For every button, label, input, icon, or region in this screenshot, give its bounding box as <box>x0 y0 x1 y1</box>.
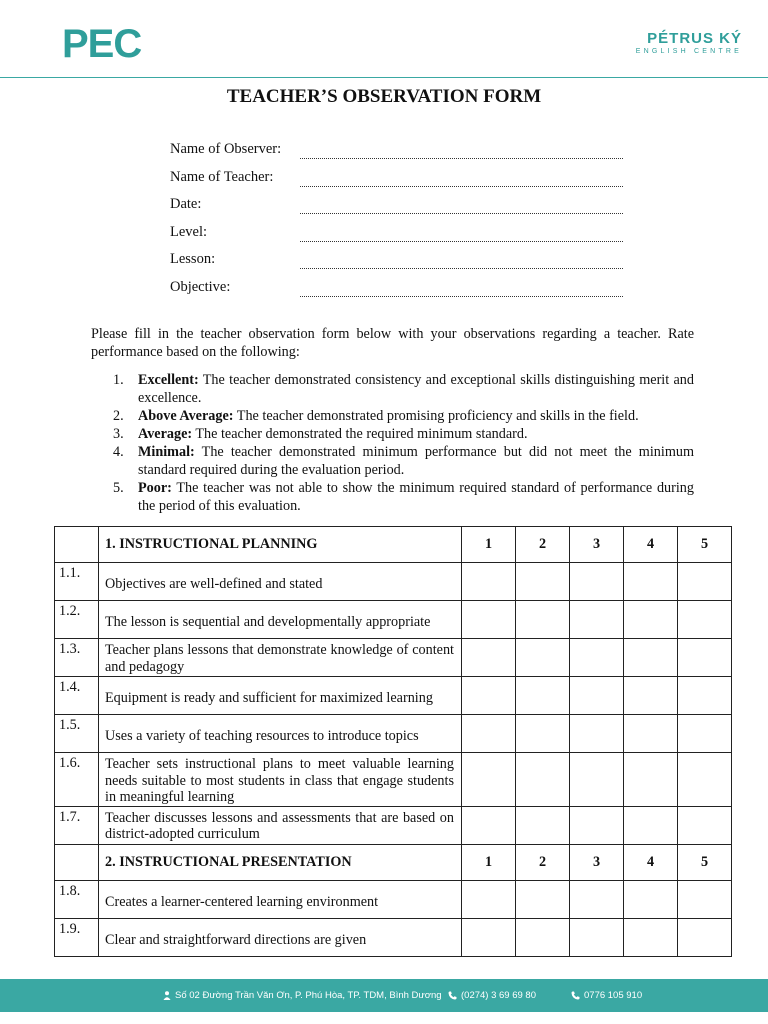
criterion-index: 1.1. <box>55 563 99 601</box>
observation-table <box>54 526 732 957</box>
rating-scale-list <box>113 371 694 515</box>
rating-text <box>138 371 694 407</box>
rating-text <box>138 425 694 443</box>
field-input-line[interactable] <box>300 224 623 242</box>
form-title: TEACHER’S OBSERVATION FORM <box>226 86 542 107</box>
field-row <box>170 279 630 307</box>
criterion-row <box>55 563 732 601</box>
rating-text <box>138 479 694 515</box>
criterion-row <box>55 753 732 807</box>
criterion-index: 1.5. <box>55 715 99 753</box>
person-icon <box>163 991 171 1000</box>
score-cell-3[interactable] <box>570 715 624 753</box>
score-cell-4[interactable] <box>624 563 678 601</box>
scale-header-1: 1 <box>462 844 516 880</box>
section-header-row <box>55 844 732 880</box>
score-cell-2[interactable] <box>516 601 570 639</box>
criterion-text: Teacher plans lessons that demonstrate knowledge of content and pedagogy <box>99 639 462 677</box>
page-footer <box>0 979 768 1012</box>
rating-description: The teacher was not able to show the minimum required standard of performance during the period of this evaluation. <box>138 480 694 514</box>
score-cell-1[interactable] <box>462 677 516 715</box>
rating-description: The teacher demonstrated consistency and exceptional skills distinguishing merit and excellence. <box>138 372 694 406</box>
intro-paragraph: Please fill in the teacher observation form below with your observations regarding a teacher. Rate performance based on the following: <box>91 326 694 360</box>
scale-header-5: 5 <box>678 844 732 880</box>
score-cell-1[interactable] <box>462 753 516 807</box>
field-label: Name of Teacher: <box>170 168 274 185</box>
field-label: Level: <box>170 223 208 240</box>
rating-item <box>113 479 694 515</box>
criterion-text: Equipment is ready and sufficient for maximized learning <box>99 677 462 715</box>
field-label: Lesson: <box>170 251 216 268</box>
field-row <box>170 224 630 252</box>
criterion-row <box>55 806 732 844</box>
scale-header-4: 4 <box>624 527 678 563</box>
petrus-ky-logo <box>636 30 742 55</box>
field-row <box>170 196 630 224</box>
field-row <box>170 251 630 279</box>
field-label: Objective: <box>170 278 231 295</box>
field-row <box>170 169 630 197</box>
rating-number: 3. <box>113 426 124 442</box>
score-cell-2[interactable] <box>516 753 570 807</box>
criterion-row <box>55 918 732 956</box>
footer-phone-1 <box>448 990 536 1001</box>
score-cell-1[interactable] <box>462 715 516 753</box>
rating-number: 4. <box>113 444 124 460</box>
score-cell-5[interactable] <box>678 806 732 844</box>
score-cell-5[interactable] <box>678 639 732 677</box>
section-heading: 1. INSTRUCTIONAL PLANNING <box>99 527 462 563</box>
score-cell-3[interactable] <box>570 753 624 807</box>
score-cell-5[interactable] <box>678 715 732 753</box>
criterion-index: 1.3. <box>55 639 99 677</box>
score-cell-3[interactable] <box>570 806 624 844</box>
rating-description: The teacher demonstrated promising proficiency and skills in the field. <box>233 408 639 424</box>
score-cell-2[interactable] <box>516 715 570 753</box>
score-cell-2[interactable] <box>516 880 570 918</box>
scale-header-2: 2 <box>516 527 570 563</box>
section-index-cell <box>55 844 99 880</box>
criterion-index: 1.9. <box>55 918 99 956</box>
rating-item <box>113 425 694 443</box>
score-cell-4[interactable] <box>624 715 678 753</box>
scale-header-1: 1 <box>462 527 516 563</box>
scale-header-3: 3 <box>570 844 624 880</box>
score-cell-4[interactable] <box>624 639 678 677</box>
score-cell-3[interactable] <box>570 601 624 639</box>
rating-item <box>113 371 694 407</box>
criterion-row <box>55 639 732 677</box>
rating-item <box>113 407 694 425</box>
rating-description: The teacher demonstrated minimum performance but did not meet the minimum standard required during the evaluation period. <box>138 444 694 478</box>
field-input-line[interactable] <box>300 169 623 187</box>
field-input-line[interactable] <box>300 141 623 159</box>
score-cell-2[interactable] <box>516 918 570 956</box>
score-cell-2[interactable] <box>516 563 570 601</box>
pec-logo <box>62 24 141 64</box>
score-cell-4[interactable] <box>624 601 678 639</box>
criterion-text: Uses a variety of teaching resources to introduce topics <box>99 715 462 753</box>
page-header <box>0 0 768 78</box>
score-cell-4[interactable] <box>624 677 678 715</box>
field-input-line[interactable] <box>300 279 623 297</box>
criterion-row <box>55 880 732 918</box>
score-cell-3[interactable] <box>570 639 624 677</box>
score-cell-5[interactable] <box>678 601 732 639</box>
score-cell-1[interactable] <box>462 880 516 918</box>
score-cell-2[interactable] <box>516 806 570 844</box>
scale-header-4: 4 <box>624 844 678 880</box>
footer-phone-2 <box>571 990 642 1001</box>
score-cell-4[interactable] <box>624 918 678 956</box>
score-cell-3[interactable] <box>570 677 624 715</box>
rating-text <box>138 407 694 425</box>
info-fields <box>170 141 630 307</box>
rating-description: The teacher demonstrated the required minimum standard. <box>192 426 528 442</box>
score-cell-1[interactable] <box>462 601 516 639</box>
scale-header-2: 2 <box>516 844 570 880</box>
field-label: Name of Observer: <box>170 141 282 157</box>
footer-address-text: Số 02 Đường Trần Văn Ơn, P. Phú Hòa, TP. TDM, Bình Dương <box>175 990 442 1001</box>
score-cell-5[interactable] <box>678 880 732 918</box>
petrus-ky-subtitle: ENGLISH CENTRE <box>635 48 742 55</box>
criterion-text: Creates a learner-centered learning environment <box>99 880 462 918</box>
rating-item <box>113 443 694 479</box>
score-cell-4[interactable] <box>624 880 678 918</box>
score-cell-2[interactable] <box>516 639 570 677</box>
criterion-index: 1.4. <box>55 677 99 715</box>
phone-icon <box>448 991 457 1000</box>
score-cell-1[interactable] <box>462 639 516 677</box>
criterion-index: 1.7. <box>55 806 99 844</box>
score-cell-5[interactable] <box>678 918 732 956</box>
footer-address <box>163 990 442 1001</box>
score-cell-1[interactable] <box>462 563 516 601</box>
score-cell-3[interactable] <box>570 918 624 956</box>
scale-header-5: 5 <box>678 527 732 563</box>
rating-term: Minimal: <box>138 444 195 460</box>
rating-number: 1. <box>113 372 124 388</box>
score-cell-3[interactable] <box>570 563 624 601</box>
rating-term: Poor: <box>138 480 172 496</box>
field-input-line[interactable] <box>300 251 623 269</box>
section-heading: 2. INSTRUCTIONAL PRESENTATION <box>99 844 462 880</box>
rating-number: 5. <box>113 480 124 496</box>
criterion-row <box>55 677 732 715</box>
score-cell-2[interactable] <box>516 677 570 715</box>
footer-phone-1-text: (0274) 3 69 69 80 <box>461 990 537 1001</box>
criterion-index: 1.6. <box>55 753 99 807</box>
score-cell-1[interactable] <box>462 918 516 956</box>
section-header-row <box>55 527 732 563</box>
field-label: Date: <box>170 196 202 213</box>
rating-text <box>138 443 694 479</box>
rating-term: Average: <box>138 426 193 442</box>
rating-term: Excellent: <box>138 372 199 388</box>
criterion-text: The lesson is sequential and developmentally appropriate <box>99 601 462 639</box>
criterion-text: Teacher sets instructional plans to meet valuable learning needs suitable to most students in class that engage students in meaningful learning <box>99 753 462 807</box>
score-cell-1[interactable] <box>462 806 516 844</box>
section-index-cell <box>55 527 99 563</box>
score-cell-5[interactable] <box>678 563 732 601</box>
criterion-row <box>55 715 732 753</box>
rating-number: 2. <box>113 408 124 424</box>
field-row <box>170 141 630 169</box>
score-cell-3[interactable] <box>570 880 624 918</box>
field-input-line[interactable] <box>300 196 623 214</box>
scale-header-3: 3 <box>570 527 624 563</box>
score-cell-4[interactable] <box>624 806 678 844</box>
petrus-ky-brand: PÉTRUS KÝ <box>647 30 742 47</box>
phone-icon <box>571 991 580 1000</box>
criterion-text: Objectives are well-defined and stated <box>99 563 462 601</box>
criterion-row <box>55 601 732 639</box>
criterion-text: Clear and straightforward directions are given <box>99 918 462 956</box>
score-cell-4[interactable] <box>624 753 678 807</box>
criterion-index: 1.8. <box>55 880 99 918</box>
footer-phone-2-text: 0776 105 910 <box>584 990 643 1001</box>
criterion-index: 1.2. <box>55 601 99 639</box>
rating-term: Above Average: <box>138 408 234 424</box>
pec-logo-text: PEC <box>62 22 142 66</box>
score-cell-5[interactable] <box>678 677 732 715</box>
score-cell-5[interactable] <box>678 753 732 807</box>
criterion-text: Teacher discusses lessons and assessments that are based on district-adopted curriculum <box>99 806 462 844</box>
